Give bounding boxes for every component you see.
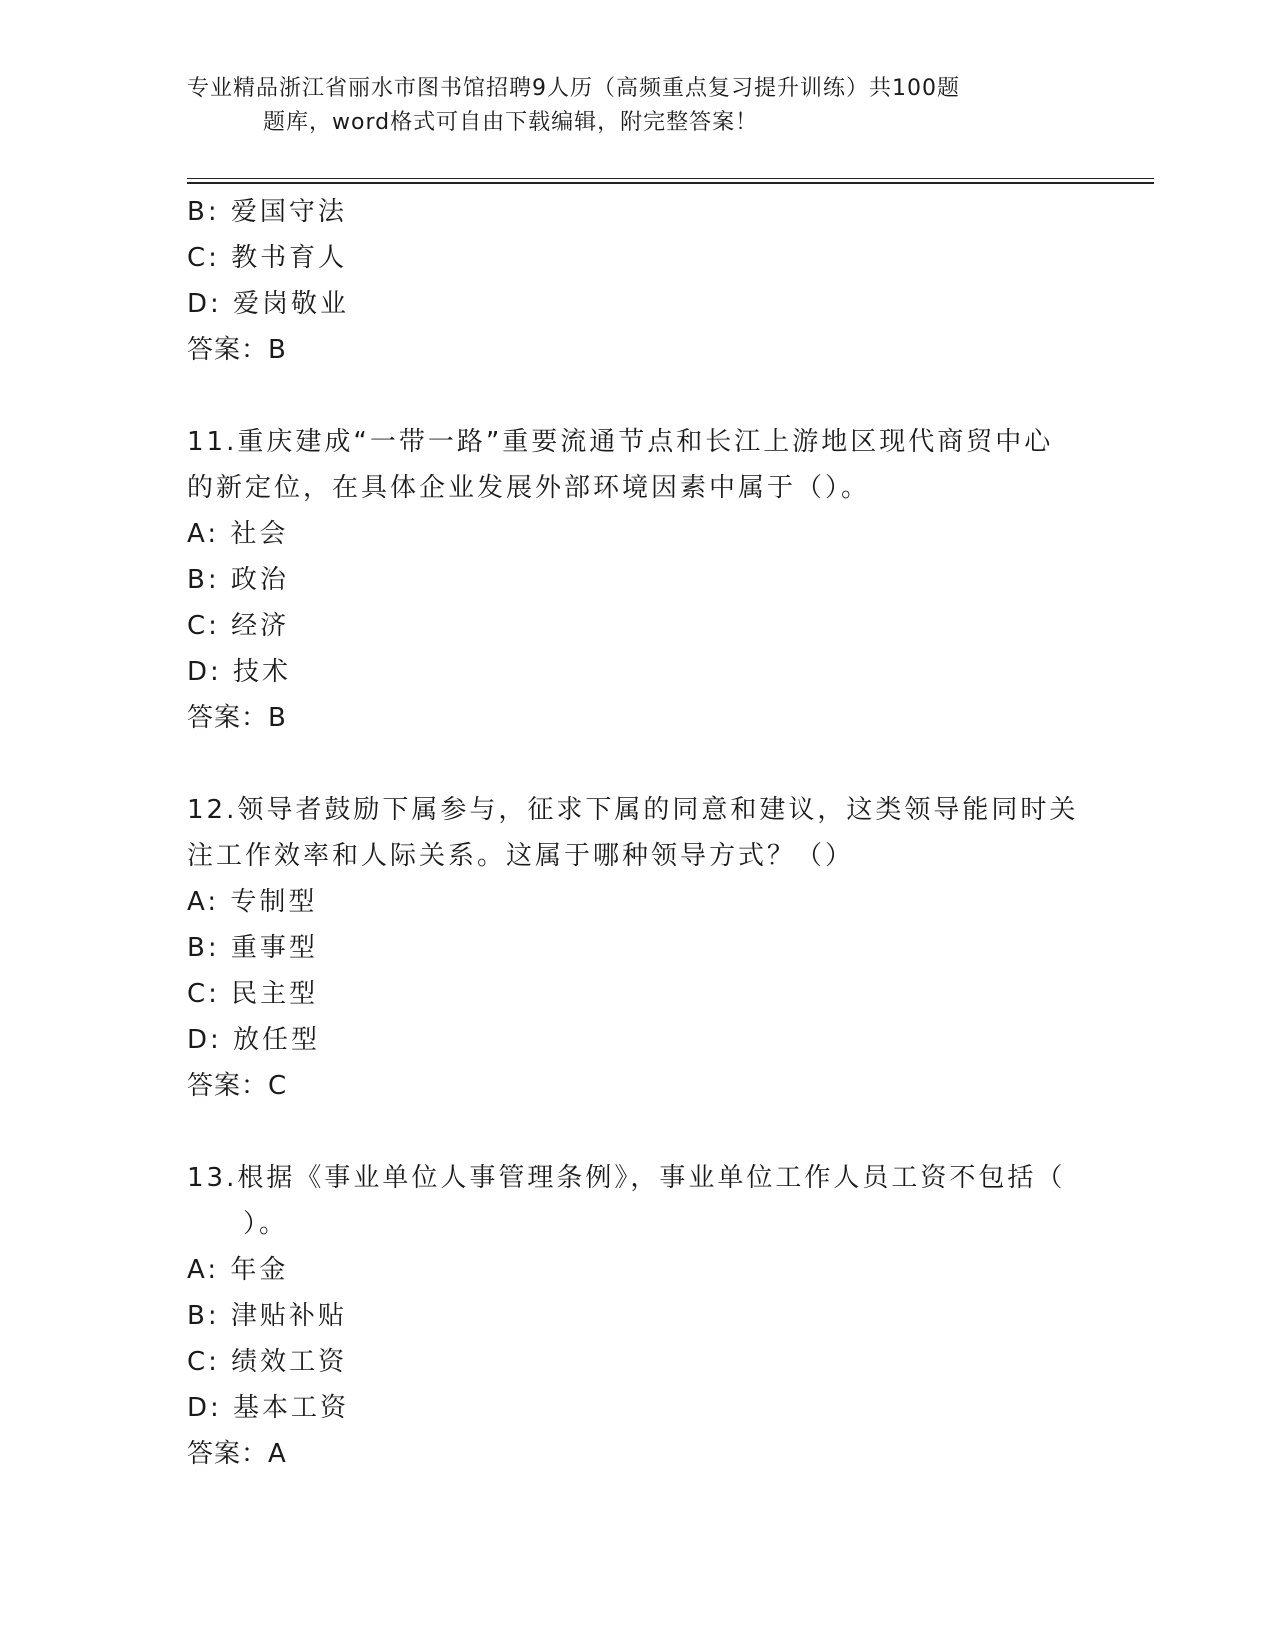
question-13 (187, 1155, 1087, 1477)
question-list (187, 189, 1087, 1477)
answer-line: 答案：B (187, 335, 287, 365)
header-rule-thin (187, 178, 1154, 179)
option-b: B: 政治 (187, 565, 289, 595)
question-stem-line-2: 注工作效率和人际关系。这属于哪种领导方式？（） (187, 841, 855, 871)
option-d: D: 基本工资 (187, 1393, 350, 1423)
header-rule-thick (187, 182, 1154, 184)
option-b: B: 津贴补贴 (187, 1301, 347, 1331)
document-header (187, 72, 1047, 140)
option-c: C: 民主型 (187, 979, 319, 1009)
question-10 (187, 189, 1087, 373)
option-d: D: 放任型 (187, 1025, 321, 1055)
question-stem-line-1: 12.领导者鼓励下属参与，征求下属的同意和建议，这类领导能同时关 (187, 795, 1079, 825)
option-c: C: 经济 (187, 611, 290, 641)
option-b: B: 爱国守法 (187, 197, 347, 227)
option-c: C: 绩效工资 (187, 1347, 348, 1377)
question-stem-line-2: ）。 (243, 1209, 289, 1239)
answer-line: 答案：A (187, 1439, 287, 1469)
option-a: A: 年金 (187, 1255, 289, 1285)
answer-line: 答案：C (187, 1071, 288, 1101)
option-c: C: 教书育人 (187, 243, 348, 273)
question-spacer (187, 1109, 1087, 1155)
question-stem-line-1: 11.重庆建成“一带一路”重要流通节点和长江上游地区现代商贸中心 (187, 427, 1054, 457)
question-spacer (187, 741, 1087, 787)
header-title-line-1: 专业精品浙江省丽水市图书馆招聘9人历（高频重点复习提升训练）共100题 (187, 76, 960, 101)
question-stem-line-2: 的新定位，在具体企业发展外部环境因素中属于（）。 (187, 473, 871, 503)
answer-line: 答案：B (187, 703, 287, 733)
header-title-line-2: 题库，word格式可自由下载编辑，附完整答案！ (263, 110, 759, 135)
option-b: B: 重事型 (187, 933, 318, 963)
option-d: D: 技术 (187, 657, 292, 687)
question-11 (187, 419, 1087, 741)
option-a: A: 社会 (187, 519, 289, 549)
option-a: A: 专制型 (187, 887, 318, 917)
question-12 (187, 787, 1087, 1109)
option-d: D: 爱岗敬业 (187, 289, 350, 319)
question-spacer (187, 373, 1087, 419)
question-stem-line-1: 13.根据《事业单位人事管理条例》，事业单位工作人员工资不包括（ (187, 1163, 1066, 1193)
